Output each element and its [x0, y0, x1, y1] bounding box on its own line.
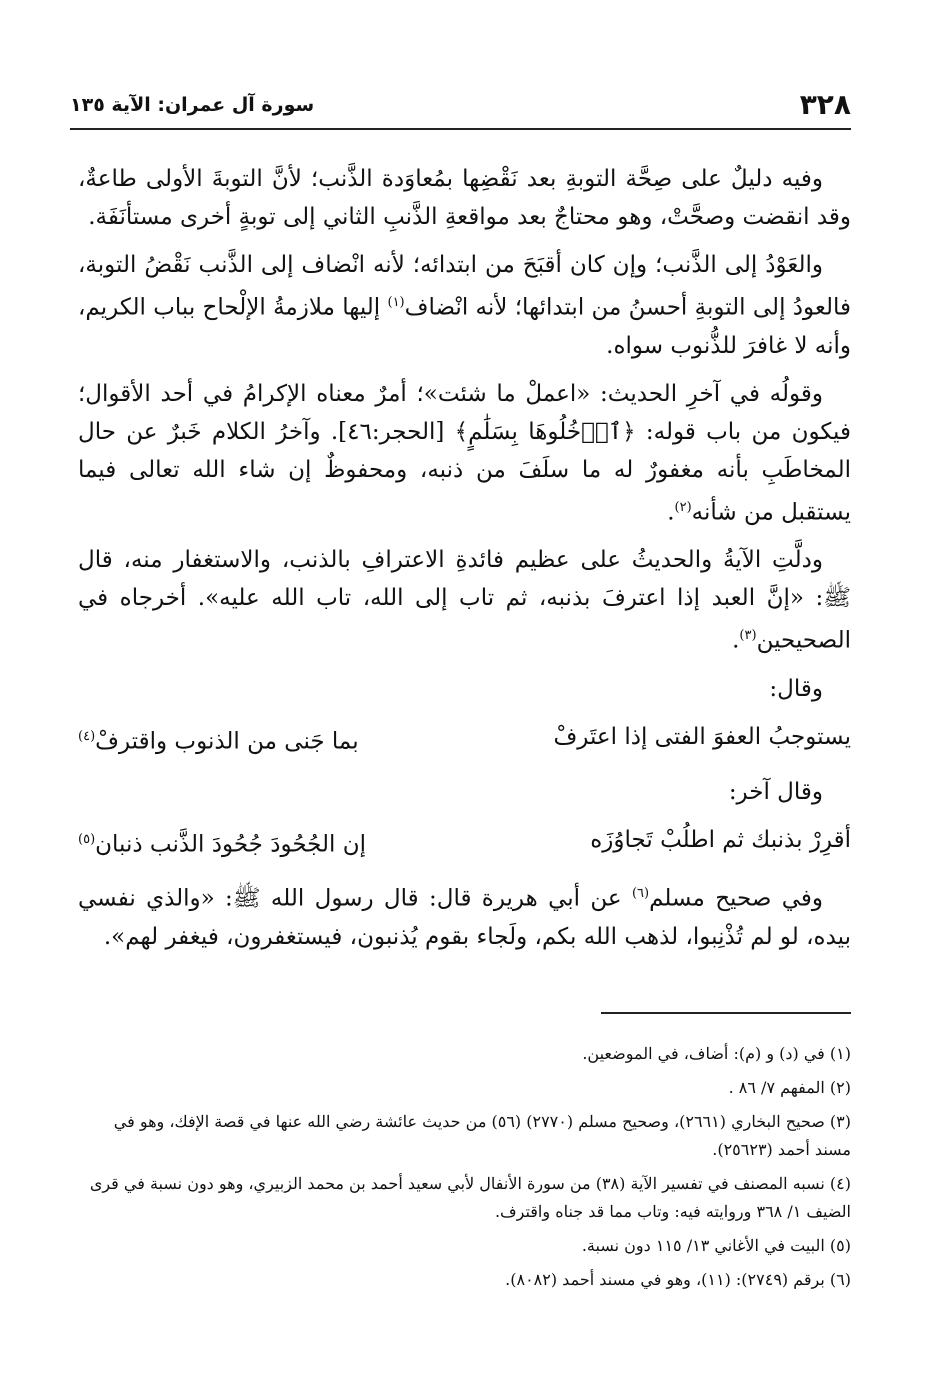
footnote-marker-6: (٦) [631, 886, 650, 902]
verse-1 [78, 718, 851, 761]
main-text [78, 160, 851, 966]
verse-intro-2: وقال آخر: [728, 778, 823, 805]
footnote-6: (٦) برقم (٢٧٤٩): (١١)، وهو في مسند أحمد (٨٠٨٢). [505, 1270, 851, 1289]
paragraph-1: وفيه دليلٌ على صِحَّة التوبةِ بعد نَقْضِها بمُعاوَدة الذَّنب؛ لأنَّ التوبةَ الأولى طاعةٌ، وقد انقضت وصحَّتْ، وهو محتاجٌ بعد مواقعةِ الذَّنبِ الثاني إلى توبةٍ أخرى مستأنَفَة. [78, 166, 851, 230]
footnote-divider [601, 1012, 851, 1014]
paragraph-4-text: ودلَّتِ الآيةُ والحديثُ على عظيم فائدةِ الاعترافِ بالذنب، والاستغفار منه، قال ﷺ: «إنَّ العبد إذا اعترفَ بذنبه، ثم تاب إلى الله، تاب الله عليه». أخرجاه في الصحيحين [78, 547, 851, 654]
page-number: ٣٢٨ [799, 88, 851, 121]
verse-1-second-hemistich-wrap [78, 718, 359, 761]
verse-2-second-hemistich-wrap [78, 821, 366, 864]
paragraph-2-text-a: والعَوْدُ إلى الذَّنب؛ وإن كان أقبَحَ من ابتدائه؛ لأنه انْضاف إلى الذَّنب نَقْضُ التوبة، فالعودُ إلى التوبةِ أحسنُ من ابتدائها؛ لأنه انْضاف [78, 252, 852, 321]
verse-2 [78, 821, 851, 864]
footnote-2: (٢) المفهم ٧/ ٨٦ . [728, 1078, 851, 1097]
paragraph-5-text-a: وفي صحيح مسلم [649, 885, 823, 912]
footnote-5: (٥) البيت في الأغاني ١٣/ ١١٥ دون نسبة. [581, 1236, 851, 1255]
paragraph-3-text: وقولُه في آخرِ الحديث: «اعملْ ما شئت»؛ أمرٌ معناه الإكرامُ في أحد الأقوال؛ فيكون من باب قوله: ﴿ٱدۡخُلُوهَا بِسَلَٰمٍ﴾ [الحجر:٤٦]. وآخرُ الكلام خَبرٌ عن حال المخاطَبِ بأنه مغفورٌ له ما سلَفَ من ذنبه، ومحفوظٌ إن شاء الله تعالى فيما يستقبل من شأنه [78, 380, 851, 526]
paragraph-4-end: . [732, 627, 740, 654]
footnote-marker-4: (٤) [78, 728, 96, 744]
footnote-marker-2: (٢) [674, 499, 692, 515]
paragraph-2 [78, 246, 851, 365]
page-header [70, 88, 851, 130]
verse-2-second-hemistich: إن الجُحُودَ جُحُودَ الذَّنب ذنبان [95, 831, 367, 858]
footnote-3: (٣) صحيح البخاري (٢٦٦١)، وصحيح مسلم (٢٧٧٠) (٥٦) من حديث عائشة رضي الله عنها في قصة الإفك، وهو في مسند أحمد (٢٥٦٢٣). [113, 1112, 851, 1159]
verse-intro-1: وقال: [769, 675, 823, 702]
footnote-1: (١) في (د) و (م): أضاف، في الموضعين. [582, 1044, 851, 1063]
footnote-4: (٤) نسبه المصنف في تفسير الآية (٣٨) من سورة الأنفال لأبي سعيد أحمد بن محمد الزبيري، وهو دون نسبة في قرى الضيف ١/ ٣٦٨ وروايته فيه: وتاب مما قد جناه واقترف. [89, 1174, 851, 1221]
footnote-marker-3: (٣) [739, 628, 757, 644]
verse-1-second-hemistich: بما جَنى من الذنوب واقترفْ [95, 728, 359, 755]
verse-2-first-hemistich: أقرِرْ بذنبك ثم اطلُبْ تَجاوُزَه [590, 826, 851, 853]
paragraph-4 [78, 541, 851, 660]
paragraph-5-text-b: عن أبي هريرة قال: قال رسول الله ﷺ: «والذي نفسي بيده، لو لم تُذْنِبوا، لذهب الله بكم، ولَجاء بقوم يُذنبون، فيستغفرون، فيغفر لهم». [78, 885, 851, 950]
running-title: سورة آل عمران: الآية ١٣٥ [70, 94, 315, 116]
paragraph-3-end: . [667, 499, 675, 526]
paragraph-2-text-b: إليها ملازمةُ الإلْحاح بباب الكريم، وأنه لا غافرَ للذُّنوب سواه. [78, 294, 851, 359]
footnotes [78, 1040, 851, 1300]
paragraph-5 [78, 875, 851, 956]
paragraph-3 [78, 375, 851, 532]
verse-1-first-hemistich: يستوجبُ العفوَ الفتى إذا اعتَرفْ [553, 723, 851, 750]
footnote-marker-5: (٥) [78, 831, 96, 847]
footnote-marker-1: (١) [387, 295, 405, 310]
